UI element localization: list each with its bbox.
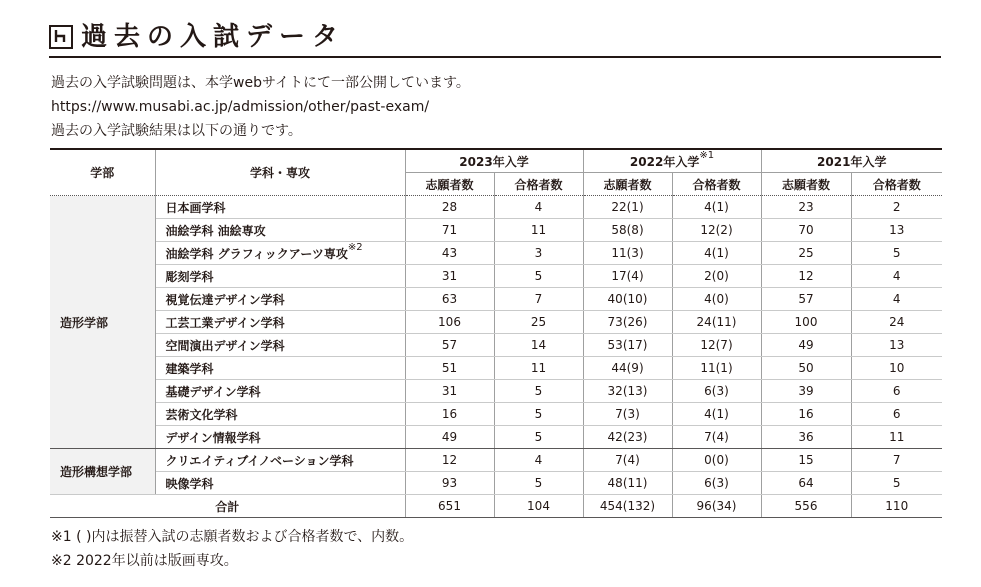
value-cell: 12	[405, 449, 494, 472]
value-cell: 4(1)	[672, 196, 761, 219]
value-cell: 5	[494, 426, 583, 449]
value-cell: 6(3)	[672, 380, 761, 403]
value-cell: 50	[761, 357, 851, 380]
value-cell: 23	[761, 196, 851, 219]
value-cell: 57	[405, 334, 494, 357]
value-cell: 4(1)	[672, 242, 761, 265]
subject-cell: 日本画学科	[155, 196, 405, 219]
value-cell: 73(26)	[583, 311, 672, 334]
value-cell: 13	[851, 219, 942, 242]
value-cell: 11	[494, 219, 583, 242]
subject-cell: 油絵学科 グラフィックアーツ専攻$^{※2}$	[155, 242, 405, 265]
header-applicants: 志願者数	[405, 173, 494, 196]
subject-cell: 建築学科	[155, 357, 405, 380]
header-passed: 合格者数	[672, 173, 761, 196]
value-cell: 7	[494, 288, 583, 311]
value-cell: 16	[405, 403, 494, 426]
subject-cell: クリエイティブイノベーション学科	[155, 449, 405, 472]
subject-cell: 芸術文化学科	[155, 403, 405, 426]
total-value: 651	[405, 495, 494, 518]
value-cell: 49	[405, 426, 494, 449]
value-cell: 64	[761, 472, 851, 495]
value-cell: 7(4)	[583, 449, 672, 472]
value-cell: 48(11)	[583, 472, 672, 495]
subject-cell: 基礎デザイン学科	[155, 380, 405, 403]
subject-cell: 彫刻学科	[155, 265, 405, 288]
value-cell: 6(3)	[672, 472, 761, 495]
table-row	[50, 357, 942, 380]
subject-cell: 油絵学科 油絵専攻	[155, 219, 405, 242]
subject-cell: 工芸工業デザイン学科	[155, 311, 405, 334]
table-row	[50, 426, 942, 449]
value-cell: 11(1)	[672, 357, 761, 380]
table-row	[50, 311, 942, 334]
value-cell: 10	[851, 357, 942, 380]
value-cell: 14	[494, 334, 583, 357]
value-cell: 25	[761, 242, 851, 265]
value-cell: 58(8)	[583, 219, 672, 242]
dept-cell: 造形構想学部	[50, 449, 155, 495]
table-row	[50, 449, 942, 472]
value-cell: 40(10)	[583, 288, 672, 311]
value-cell: 39	[761, 380, 851, 403]
total-value: 454(132)	[583, 495, 672, 518]
value-cell: 49	[761, 334, 851, 357]
header-passed: 合格者数	[494, 173, 583, 196]
value-cell: 5	[851, 242, 942, 265]
total-label: 合計	[50, 495, 405, 518]
value-cell: 24(11)	[672, 311, 761, 334]
value-cell: 7(4)	[672, 426, 761, 449]
value-cell: 6	[851, 403, 942, 426]
page-title: 過去の入試データ	[81, 22, 346, 52]
value-cell: 5	[494, 265, 583, 288]
footnote-marker: ※1	[699, 149, 715, 161]
header-dept: 学部	[50, 149, 155, 196]
value-cell: 42(23)	[583, 426, 672, 449]
table-row	[50, 403, 942, 426]
value-cell: 11	[851, 426, 942, 449]
value-cell: 53(17)	[583, 334, 672, 357]
value-cell: 51	[405, 357, 494, 380]
value-cell: 71	[405, 219, 494, 242]
value-cell: 12	[761, 265, 851, 288]
value-cell: 12(2)	[672, 219, 761, 242]
value-cell: 28	[405, 196, 494, 219]
total-value: 110	[851, 495, 942, 518]
value-cell: 4(0)	[672, 288, 761, 311]
footnote-2: ※2 2022年以前は版画専攻。	[51, 553, 238, 569]
intro-text	[51, 71, 470, 143]
table-row	[50, 288, 942, 311]
total-value: 104	[494, 495, 583, 518]
value-cell: 70	[761, 219, 851, 242]
subject-cell: 視覚伝達デザイン学科	[155, 288, 405, 311]
footnote-marker: ※2	[347, 241, 363, 253]
value-cell: 22(1)	[583, 196, 672, 219]
value-cell: 11	[494, 357, 583, 380]
value-cell: 13	[851, 334, 942, 357]
admission-results-table	[50, 148, 942, 518]
total-value: 96(34)	[672, 495, 761, 518]
title-divider	[49, 56, 941, 58]
value-cell: 4	[494, 196, 583, 219]
value-cell: 100	[761, 311, 851, 334]
footnote-1: ※1 ( )内は振替入試の志願者数および合格者数で、内数。	[51, 529, 414, 545]
value-cell: 44(9)	[583, 357, 672, 380]
value-cell: 11(3)	[583, 242, 672, 265]
subject-cell: 空間演出デザイン学科	[155, 334, 405, 357]
value-cell: 106	[405, 311, 494, 334]
subject-cell: デザイン情報学科	[155, 426, 405, 449]
value-cell: 15	[761, 449, 851, 472]
value-cell: 63	[405, 288, 494, 311]
total-value: 556	[761, 495, 851, 518]
value-cell: 2(0)	[672, 265, 761, 288]
subject-cell: 映像学科	[155, 472, 405, 495]
value-cell: 6	[851, 380, 942, 403]
table-row	[50, 265, 942, 288]
value-cell: 3	[494, 242, 583, 265]
value-cell: 32(13)	[583, 380, 672, 403]
past-exam-link[interactable]: https://www.musabi.ac.jp/admission/other/past-exam/	[51, 99, 430, 115]
value-cell: 25	[494, 311, 583, 334]
value-cell: 4	[494, 449, 583, 472]
value-cell: 7	[851, 449, 942, 472]
value-cell: 17(4)	[583, 265, 672, 288]
intro-line-3: 過去の入学試験結果は以下の通りです。	[51, 123, 302, 139]
table-row	[50, 380, 942, 403]
table-row	[50, 472, 942, 495]
value-cell: 16	[761, 403, 851, 426]
value-cell: 7(3)	[583, 403, 672, 426]
table-row	[50, 196, 942, 219]
value-cell: 0(0)	[672, 449, 761, 472]
value-cell: 36	[761, 426, 851, 449]
value-cell: 4	[851, 288, 942, 311]
value-cell: 24	[851, 311, 942, 334]
table-row	[50, 242, 942, 265]
section-header	[49, 22, 345, 52]
table-row	[50, 219, 942, 242]
header-year-2022: 2022年入学$^{※1}$	[583, 149, 761, 173]
header-year-2021: 2021年入学	[761, 149, 942, 173]
value-cell: 2	[851, 196, 942, 219]
value-cell: 5	[494, 403, 583, 426]
value-cell: 4(1)	[672, 403, 761, 426]
dept-cell: 造形学部	[50, 196, 155, 449]
bracket-icon	[49, 25, 73, 49]
value-cell: 12(7)	[672, 334, 761, 357]
value-cell: 93	[405, 472, 494, 495]
value-cell: 5	[494, 380, 583, 403]
value-cell: 5	[851, 472, 942, 495]
value-cell: 5	[494, 472, 583, 495]
header-passed: 合格者数	[851, 173, 942, 196]
intro-line-1: 過去の入学試験問題は、本学webサイトにて一部公開しています。	[51, 75, 470, 91]
header-subject: 学科・専攻	[155, 149, 405, 196]
table-row	[50, 334, 942, 357]
total-row	[50, 495, 942, 518]
header-year-2023: 2023年入学	[405, 149, 583, 173]
header-applicants: 志願者数	[761, 173, 851, 196]
value-cell: 43	[405, 242, 494, 265]
header-applicants: 志願者数	[583, 173, 672, 196]
value-cell: 57	[761, 288, 851, 311]
value-cell: 4	[851, 265, 942, 288]
value-cell: 31	[405, 380, 494, 403]
footnotes	[51, 525, 413, 573]
value-cell: 31	[405, 265, 494, 288]
